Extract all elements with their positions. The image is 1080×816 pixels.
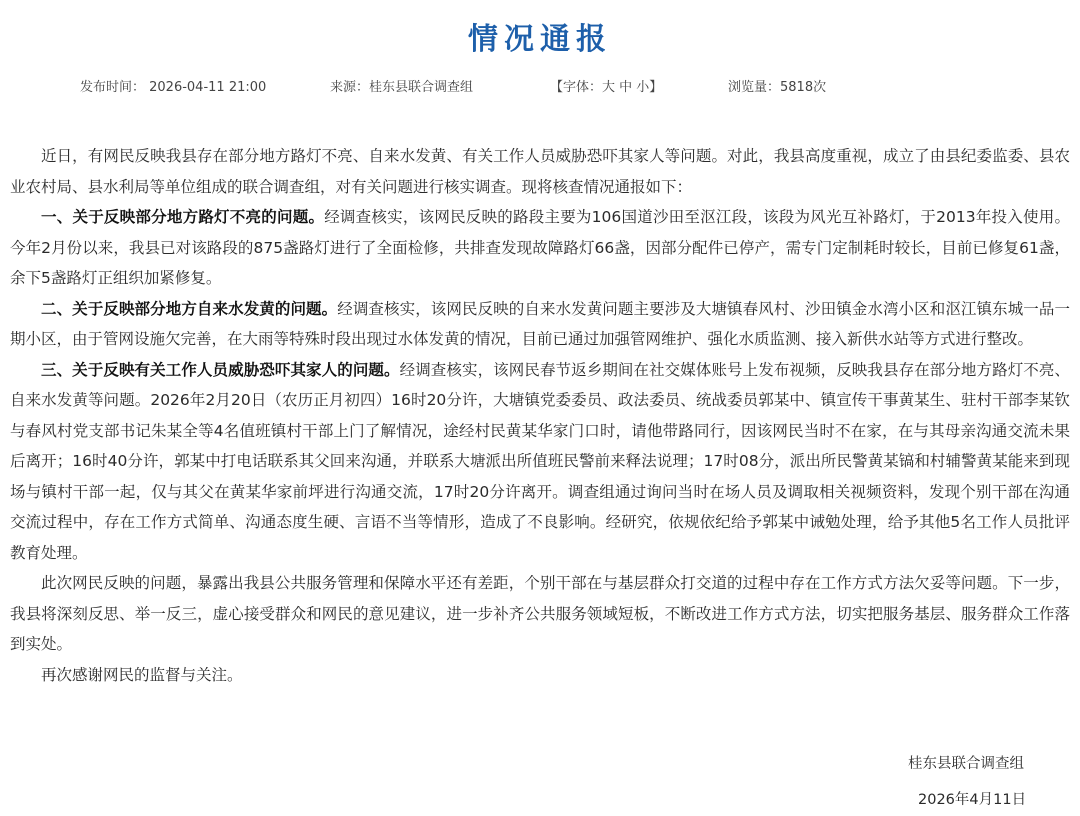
section-text: 经调查核实，该网民春节返乡期间在社交媒体账号上发布视频，反映我县存在部分地方路灯不亮、自来水发黄等问题。2026年2月20日（农历正月初四）16时20分许，大塘镇党委委员、政法委员、统战委员郭某中、镇宣传干事黄某生、驻村干部李某钦与春风村党支部书记朱某全等4名值班镇村干部上门了解情况，途经村民黄某华家门口时，请他带路同行，因该网民当时不在家，在与其母亲沟通交流未果后离开；16时40分许，郭某中打电话联系其父回来沟通，并联系大塘派出所值班民警前来释法说理；17时08分，派出所民警黄某镐和村辅警黄某能来到现场与镇村干部一起，仅与其父在黄某华家前坪进行沟通交流，17时20分许离开。调查组通过询问当时在场人员及调取相关视频资料，发现个别干部在沟通交流过程中，存在工作方式简单、沟通态度生硬、言语不当等情形，造成了不良影响。经研究，依规依纪给予郭某中诫勉处理，给予其他5名工作人员批评教育处理。 [10, 360, 1070, 562]
paragraph-thanks: 再次感谢网民的监督与关注。 [41, 665, 243, 684]
paragraph-intimidation [10, 355, 1070, 569]
section-heading: 一、关于反映部分地方路灯不亮的问题。 [41, 208, 325, 226]
signature-org: 桂东县联合调查组 [908, 756, 1024, 772]
paragraph-intro: 近日，有网民反映我县存在部分地方路灯不亮、自来水发黄、有关工作人员威胁恐吓其家人等问题。对此，我县高度重视，成立了由县纪委监委、县农业农村局、县水利局等单位组成的联合调查组，对有关问题进行核实调查。现将核查情况通报如下： [10, 147, 1070, 196]
section-heading: 三、关于反映有关工作人员威胁恐吓其家人的问题。 [41, 360, 400, 379]
source: 来源：桂东县联合调查组 [330, 80, 474, 95]
section-text: 经调查核实，该网民反映的路段主要为106国道沙田至沤江段，该段为风光互补路灯，于2013年投入使用。今年2月份以来，我县已对该路段的875盏路灯进行了全面检修，共排查发现故障路灯66盏，因部分配件已停产，需专门定制耗时较长，目前已修复61盏，余下5盏路灯正组织加紧修复。 [10, 208, 1070, 287]
section-heading: 二、关于反映部分地方自来水发黄的问题。 [41, 299, 338, 318]
meta-bar [80, 76, 1040, 94]
font-size-selector[interactable]: 【字体：大 中 小】 [550, 80, 663, 95]
paragraph-streetlights [10, 202, 1070, 294]
view-count: 浏览量：5818次 [728, 80, 827, 95]
signature-date: 2026年4月11日 [918, 792, 1027, 808]
paragraph-water [10, 294, 1070, 355]
section-text: 经调查核实，该网民反映的自来水发黄问题主要涉及大塘镇春风村、沙田镇金水湾小区和沤江镇东城一品一期小区，由于管网设施欠完善，在大雨等特殊时段出现过水体发黄的情况，目前已通过加强管网维护、强化水质监测、接入新供水站等方式进行整改。 [10, 299, 1070, 348]
page-title: 情况通报 [468, 22, 612, 57]
paragraph-reflection: 此次网民反映的问题，暴露出我县公共服务管理和保障水平还有差距，个别干部在与基层群众打交道的过程中存在工作方式方法欠妥等问题。下一步，我县将深刻反思、举一反三，虚心接受群众和网民的意见建议，进一步补齐公共服务领域短板，不断改进工作方式方法，切实把服务基层、服务群众工作落到实处。 [10, 574, 1070, 653]
publish-time: 发布时间： 2026-04-11 21:00 [80, 80, 267, 95]
article-body [10, 141, 1070, 690]
